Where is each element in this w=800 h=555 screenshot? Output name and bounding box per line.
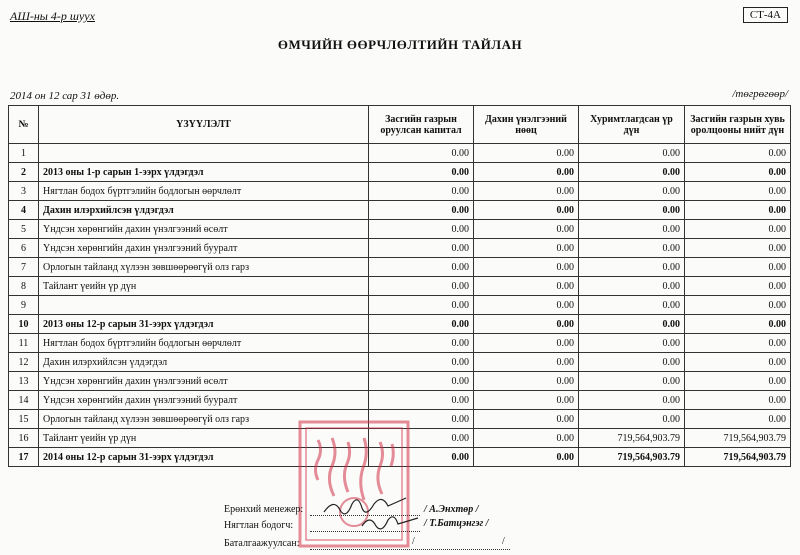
revaluation-value: 0.00 bbox=[474, 296, 579, 315]
retained-value: 719,564,903.79 bbox=[579, 429, 685, 448]
row-label bbox=[39, 296, 369, 315]
row-label: Үндсэн хөрөнгийн дахин үнэлгээний бууралт bbox=[39, 239, 369, 258]
capital-value: 0.00 bbox=[369, 372, 474, 391]
revaluation-value: 0.00 bbox=[474, 334, 579, 353]
capital-value: 0.00 bbox=[369, 353, 474, 372]
retained-value: 0.00 bbox=[579, 334, 685, 353]
total-value: 0.00 bbox=[685, 315, 791, 334]
total-value: 719,564,903.79 bbox=[685, 429, 791, 448]
table-row bbox=[9, 201, 791, 220]
capital-value: 0.00 bbox=[369, 163, 474, 182]
table-row bbox=[9, 391, 791, 410]
capital-value: 0.00 bbox=[369, 410, 474, 429]
retained-value: 0.00 bbox=[579, 182, 685, 201]
total-value: 0.00 bbox=[685, 296, 791, 315]
row-number: 3 bbox=[9, 182, 39, 201]
row-label: 2013 оны 12-р сарын 31-ээрх үлдэгдэл bbox=[39, 315, 369, 334]
row-label: Тайлант үеийн үр дүн bbox=[39, 429, 369, 448]
retained-value: 0.00 bbox=[579, 144, 685, 163]
revaluation-value: 0.00 bbox=[474, 353, 579, 372]
total-value: 0.00 bbox=[685, 163, 791, 182]
capital-value: 0.00 bbox=[369, 429, 474, 448]
revaluation-value: 0.00 bbox=[474, 258, 579, 277]
row-number: 10 bbox=[9, 315, 39, 334]
capital-value: 0.00 bbox=[369, 144, 474, 163]
table-row bbox=[9, 182, 791, 201]
total-value: 0.00 bbox=[685, 258, 791, 277]
table-row bbox=[9, 277, 791, 296]
col-header-retained: Хуримтлагдсан үр дүн bbox=[579, 106, 685, 144]
row-number: 14 bbox=[9, 391, 39, 410]
row-number: 9 bbox=[9, 296, 39, 315]
row-label: Дахин илэрхийлсэн үлдэгдэл bbox=[39, 201, 369, 220]
row-label: Үндсэн хөрөнгийн дахин үнэлгээний өсөлт bbox=[39, 220, 369, 239]
revaluation-value: 0.00 bbox=[474, 429, 579, 448]
row-label: Тайлант үеийн үр дүн bbox=[39, 277, 369, 296]
total-value: 0.00 bbox=[685, 220, 791, 239]
row-label: Үндсэн хөрөнгийн дахин үнэлгээний бууралт bbox=[39, 391, 369, 410]
retained-value: 0.00 bbox=[579, 353, 685, 372]
capital-value: 0.00 bbox=[369, 182, 474, 201]
table-row bbox=[9, 372, 791, 391]
accountant-label: Нягтлан бодогч: bbox=[224, 520, 294, 531]
row-label: Орлогын тайланд хүлээн зөвшөөрөөгүй олз гарз bbox=[39, 410, 369, 429]
equity-changes-table bbox=[8, 105, 791, 467]
form-reference: АШ-ны 4-р шууx bbox=[10, 9, 95, 23]
capital-value: 0.00 bbox=[369, 239, 474, 258]
row-label bbox=[39, 144, 369, 163]
retained-value: 0.00 bbox=[579, 296, 685, 315]
row-number: 15 bbox=[9, 410, 39, 429]
row-number: 4 bbox=[9, 201, 39, 220]
row-label: 2013 оны 1-р сарын 1-ээрх үлдэгдэл bbox=[39, 163, 369, 182]
retained-value: 0.00 bbox=[579, 410, 685, 429]
page-title: ӨМЧИЙН ӨӨРЧЛӨЛТИЙН ТАЙЛАН bbox=[277, 37, 523, 52]
capital-value: 0.00 bbox=[369, 277, 474, 296]
row-number: 12 bbox=[9, 353, 39, 372]
total-value: 0.00 bbox=[685, 182, 791, 201]
revaluation-value: 0.00 bbox=[474, 201, 579, 220]
row-number: 5 bbox=[9, 220, 39, 239]
retained-value: 0.00 bbox=[579, 201, 685, 220]
table-row bbox=[9, 296, 791, 315]
retained-value: 0.00 bbox=[579, 239, 685, 258]
total-value: 0.00 bbox=[685, 372, 791, 391]
total-value: 0.00 bbox=[685, 277, 791, 296]
verifier-slash-close: / bbox=[502, 536, 505, 547]
table-row bbox=[9, 315, 791, 334]
capital-value: 0.00 bbox=[369, 258, 474, 277]
retained-value: 0.00 bbox=[579, 372, 685, 391]
capital-value: 0.00 bbox=[369, 448, 474, 467]
revaluation-value: 0.00 bbox=[474, 372, 579, 391]
retained-value: 0.00 bbox=[579, 391, 685, 410]
table-row bbox=[9, 258, 791, 277]
total-value: 0.00 bbox=[685, 201, 791, 220]
row-number: 2 bbox=[9, 163, 39, 182]
revaluation-value: 0.00 bbox=[474, 182, 579, 201]
accountant-name: / Т.Батцэнгэг / bbox=[424, 518, 489, 529]
row-number: 6 bbox=[9, 239, 39, 258]
col-header-indicator: ҮЗҮҮЛЭЛТ bbox=[39, 106, 369, 144]
retained-value: 0.00 bbox=[579, 315, 685, 334]
col-header-number: № bbox=[9, 106, 39, 144]
director-name: / А.Энхтөр / bbox=[424, 504, 479, 515]
retained-value: 719,564,903.79 bbox=[579, 448, 685, 467]
accountant-signature bbox=[360, 512, 420, 532]
total-value: 0.00 bbox=[685, 410, 791, 429]
report-date: 2014 он 12 сар 31 өдөр. bbox=[10, 90, 120, 102]
currency-note: /төгрөгөөр/ bbox=[732, 88, 788, 100]
revaluation-value: 0.00 bbox=[474, 410, 579, 429]
revaluation-value: 0.00 bbox=[474, 277, 579, 296]
row-number: 7 bbox=[9, 258, 39, 277]
retained-value: 0.00 bbox=[579, 258, 685, 277]
row-label: Нягтлан бодох бүртгэлийн бодлогын өөрчлөлт bbox=[39, 182, 369, 201]
director-label: Ерөнхий менежер: bbox=[224, 504, 304, 515]
row-number: 1 bbox=[9, 144, 39, 163]
row-number: 16 bbox=[9, 429, 39, 448]
retained-value: 0.00 bbox=[579, 163, 685, 182]
total-value: 0.00 bbox=[685, 239, 791, 258]
row-number: 11 bbox=[9, 334, 39, 353]
table-row bbox=[9, 334, 791, 353]
table-row bbox=[9, 163, 791, 182]
revaluation-value: 0.00 bbox=[474, 163, 579, 182]
verifier-label: Баталгаажуулсан: bbox=[224, 538, 300, 549]
verifier-slash-open: / bbox=[412, 536, 415, 547]
col-header-revaluation: Дахин үнэлгээний нөөц bbox=[474, 106, 579, 144]
capital-value: 0.00 bbox=[369, 201, 474, 220]
revaluation-value: 0.00 bbox=[474, 391, 579, 410]
col-header-total: Засгийн газрын хувь оролцооны нийт дүн bbox=[685, 106, 791, 144]
row-label: Үндсэн хөрөнгийн дахин үнэлгээний өсөлт bbox=[39, 372, 369, 391]
capital-value: 0.00 bbox=[369, 315, 474, 334]
capital-value: 0.00 bbox=[369, 220, 474, 239]
form-code-box: СТ-4А bbox=[743, 7, 788, 23]
row-label: Нягтлан бодох бүртгэлийн бодлогын өөрчлөлт bbox=[39, 334, 369, 353]
retained-value: 0.00 bbox=[579, 220, 685, 239]
total-value: 0.00 bbox=[685, 334, 791, 353]
revaluation-value: 0.00 bbox=[474, 448, 579, 467]
col-header-capital: Засгийн газрын оруулсан капитал bbox=[369, 106, 474, 144]
verifier-signature-line bbox=[310, 549, 510, 550]
row-label: 2014 оны 12-р сарын 31-ээрх үлдэгдэл bbox=[39, 448, 369, 467]
capital-value: 0.00 bbox=[369, 296, 474, 315]
total-value: 0.00 bbox=[685, 353, 791, 372]
row-label: Орлогын тайланд хүлээн зөвшөөрөөгүй олз гарз bbox=[39, 258, 369, 277]
total-value: 0.00 bbox=[685, 144, 791, 163]
retained-value: 0.00 bbox=[579, 277, 685, 296]
total-value: 0.00 bbox=[685, 391, 791, 410]
revaluation-value: 0.00 bbox=[474, 315, 579, 334]
total-value: 719,564,903.79 bbox=[685, 448, 791, 467]
row-number: 8 bbox=[9, 277, 39, 296]
capital-value: 0.00 bbox=[369, 334, 474, 353]
table-row bbox=[9, 353, 791, 372]
capital-value: 0.00 bbox=[369, 391, 474, 410]
table-row bbox=[9, 239, 791, 258]
revaluation-value: 0.00 bbox=[474, 220, 579, 239]
table-row bbox=[9, 144, 791, 163]
row-number: 13 bbox=[9, 372, 39, 391]
table-header-row bbox=[9, 106, 791, 144]
row-number: 17 bbox=[9, 448, 39, 467]
table-row bbox=[9, 220, 791, 239]
row-label: Дахин илэрхийлсэн үлдэгдэл bbox=[39, 353, 369, 372]
revaluation-value: 0.00 bbox=[474, 239, 579, 258]
revaluation-value: 0.00 bbox=[474, 144, 579, 163]
